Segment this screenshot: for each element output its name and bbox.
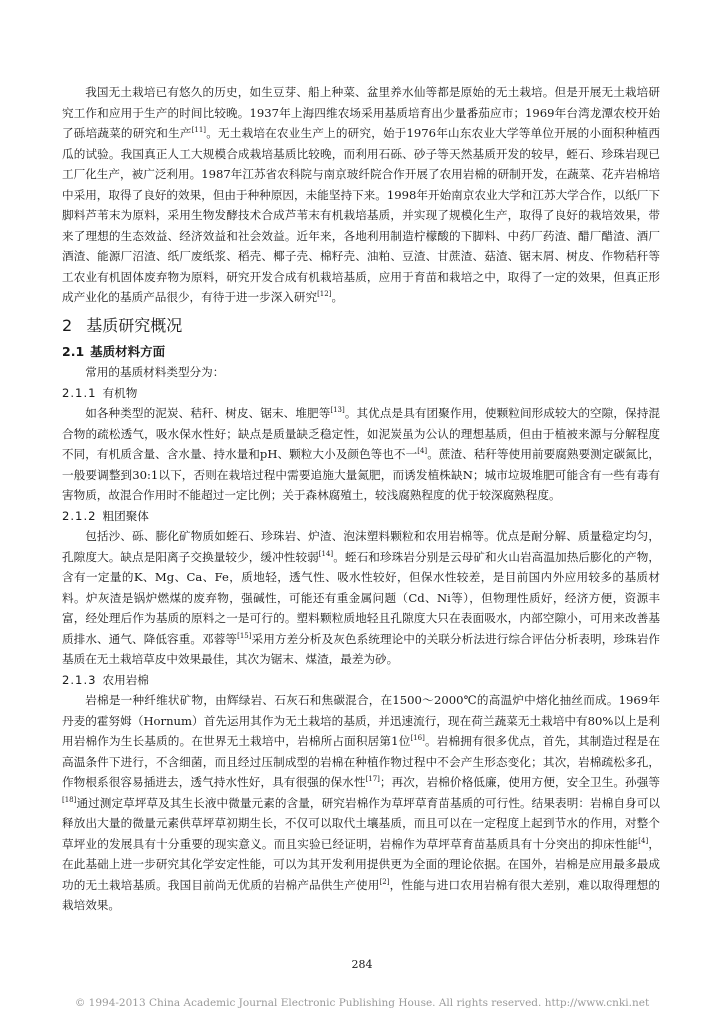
section-title: 基质材料方面: [90, 343, 166, 359]
copyright-footer: © 1994-2013 China Academic Journal Electronic Publishing House. All rights reserved. http://www.cnki.net: [74, 997, 650, 1009]
paragraph-rockwool: [62, 690, 660, 916]
text-run: ，在此基础上进一步研究其化学安定性能，可以为其开发利用提供更为全面的理论依据。在国外，岩棉是应用最多最成功的无土栽培基质。我国目前尚无优质的岩棉产品供生产使用: [62, 836, 660, 892]
paragraph-types-intro: [62, 362, 660, 383]
paragraph-history: [62, 82, 660, 308]
text-run: 包括沙、砾、膨化矿物质如蛭石、珍珠岩、炉渣、泡沫塑料颗粒和农用岩棉等。优点是耐分解、质量稳定均匀，孔隙度大。缺点是阳离子交换量较少，缓冲性较弱: [62, 529, 660, 564]
text-run: 。其优点是具有团聚作用，使颗粒间形成较大的空隙，保持混合物的疏松透气，吸水保水性好；缺点是质量缺乏稳定性，如泥炭虽为公认的理想基质，但由于植被来源与分解程度不同，有机质含量、含水量、持水量和pH、颗粒大小及颜色等也不一: [62, 406, 660, 461]
section-heading-2: [62, 314, 660, 338]
text-run: 。岩棉拥有很多优点，首先，其制造过程是在高温条件下进行，不含细菌，而且经过压制成型的岩棉在种植作物过程中不会产生形态变化；其次，岩棉疏松多孔，作物根系很容易插进去，透气持水性好，具有很强的保水性: [62, 734, 660, 789]
citation-ref: [16]: [410, 734, 425, 743]
citation-ref: [11]: [191, 126, 207, 135]
section-heading-2-1: [62, 342, 660, 363]
text-run: 常用的基质材料类型分为：: [85, 365, 225, 379]
section-title: 农用岩棉: [102, 672, 149, 687]
citation-ref: [18]: [62, 795, 77, 804]
text-run: 如各种类型的泥炭、秸秆、树皮、锯末、堆肥等: [85, 406, 331, 420]
section-number: 2.1: [62, 343, 85, 359]
section-number: 2: [62, 315, 73, 335]
text-run: 。: [331, 290, 344, 304]
section-heading-2-1-1: [62, 383, 660, 404]
citation-ref: [12]: [317, 290, 332, 299]
citation-ref: [4]: [417, 447, 428, 456]
text-run: 。蛭石和珍珠岩分别是云母矿和火山岩高温加热后膨化的产物，含有一定量的K、Mg、Ca、Fe，质地轻，透气性、吸水性较好，但保水性较差，是目前国内外应用较多的基质材料。炉灰渣是锅炉燃煤的废弃物，强碱性，可能还有重金属问题（Cd、Ni等），但物理性质好，经济方便，资源丰富，经处理后作为基质的原料之一是可行的。塑料颗粒质地轻且孔隙度大只在表面吸水，内部空隙小，可用来改善基质排水、通气、降低容重。邓蓉等: [62, 549, 660, 646]
text-run: 采用方差分析及灰色系统理论中的关联分析法进行综合评估分析表明，珍珠岩作基质在无土栽培草皮中效果最佳，其次为锯末、煤渣，最差为砂。: [62, 631, 660, 666]
text-run: ；再次，岩棉价格低廉，使用方便，安全卫生。孙强等: [379, 775, 660, 789]
section-title: 基质研究概况: [86, 315, 183, 335]
article-body: [62, 82, 660, 916]
text-run: 。蔗渣、秸秆等使用前要腐熟要测定碳氮比，一般要调整到30:1以下，否则在栽培过程中需要追施大量氮肥，而诱发植株缺N；城市垃圾堆肥可能含有一些有毒有害物质，故混合作用时不能超过一定比例；关于森林腐殖土，较浅腐熟程度的优于较深腐熟程度。: [62, 447, 660, 502]
text-run: ，性能与进口农用岩棉有很大差别，难以取得理想的栽培效果。: [62, 877, 660, 912]
section-number: 2.1.1: [62, 385, 97, 400]
citation-ref: [4]: [638, 836, 649, 845]
section-heading-2-1-3: [62, 670, 660, 691]
citation-ref: [15]: [237, 631, 252, 640]
section-number: 2.1.2: [62, 508, 97, 523]
paragraph-aggregates: [62, 526, 660, 670]
section-number: 2.1.3: [62, 672, 97, 687]
citation-ref: [17]: [365, 775, 380, 784]
citation-ref: [2]: [379, 877, 390, 886]
section-title: 粗团聚体: [102, 508, 149, 523]
page-number: 284: [351, 958, 373, 971]
text-run: 我国无土栽培已有悠久的历史，如生豆芽、船上种菜、盆里养水仙等都是原始的无土栽培。但是开展无土栽培研究工作和应用于生产的时间比较晚。1937年上海四维农场采用基质培育出少量番茄应市；1969年台湾龙潭农校开始了砾培蔬菜的研究和生产: [62, 85, 660, 140]
citation-ref: [14]: [318, 549, 334, 558]
section-title: 有机物: [102, 385, 138, 400]
text-run: 通过测定草坪草及其生长液中微量元素的含量，研究岩棉作为草坪草育苗基质的可行性。结果表明：岩棉自身可以释放出大量的微量元素供草坪草初期生长，不仅可以取代土壤基质，而且可以在一定程度上起到节水的作用，对整个草坪业的发展具有十分重要的现实意义。而且实验已经证明，岩棉作为草坪草育苗基质具有十分突出的抑床性能: [62, 795, 660, 851]
text-run: 岩棉是一种纤维状矿物，由辉绿岩、石灰石和焦碳混合，在1500～2000℃的高温炉中熔化抽丝而成。1969年丹麦的霍努姆（Hornum）首先运用其作为无土栽培的基质，并迅速流行，现在荷兰蔬菜无土栽培中有80%以上是利用岩棉作为生长基质的。在世界无土栽培中，岩棉所占面积居第1位: [62, 693, 660, 748]
paragraph-organic: [62, 403, 660, 506]
text-run: 。无土栽培在农业生产上的研究，始于1976年山东农业大学等单位开展的小面积种植西瓜的试验。我国真正人工大规模合成栽培基质比较晚，而利用石砾、砂子等天然基质开发的较早，蛭石、珍珠岩现已工厂化生产，被广泛利用。1987年江苏省农科院与南京玻纤院合作开展了农用岩棉的研制开发，在蔬菜、花卉岩棉培中采用，取得了良好的效果，但由于种种原因，未能坚持下来。1998年开始南京农业大学和江苏大学合作，以纸厂下脚料芦苇末为原料，采用生物发酵技术合成芦苇末有机栽培基质，并实现了规模化生产，取得了良好的栽培效果，带来了理想的生态效益、经济效益和社会效益。近年来，各地利用制造柠檬酸的下脚料、中药厂药渣、醋厂醋渣、酒厂酒渣、能源厂沼渣、纸厂废纸浆、稻壳、椰子壳、棉籽壳、油粕、豆渣、甘蔗渣、菇渣、锯末屑、树皮、作物秸秆等工农业有机固体废弃物为原料，研究开发合成有机栽培基质，应用于育苗和栽培之中，取得了一定的效果，但真正形成产业化的基质产品很少，有待于进一步深入研究: [62, 126, 660, 304]
citation-ref: [13]: [330, 406, 345, 415]
section-heading-2-1-2: [62, 506, 660, 527]
